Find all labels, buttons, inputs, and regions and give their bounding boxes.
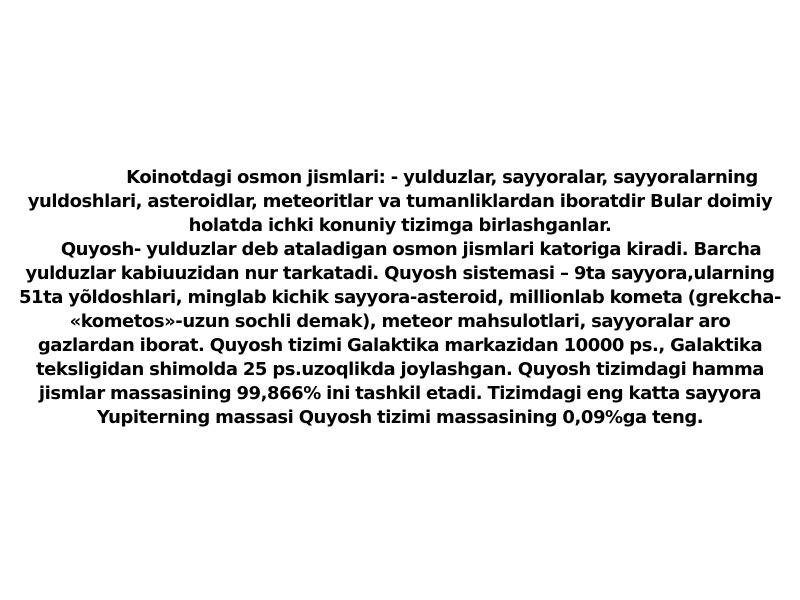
text-line: yulduzlar kabiuuzidan nur tarkatadi. Quyosh sistemasi – 9ta sayyora,ularning xyxy=(25,263,775,284)
text-line: holatda ichki konuniy tizimga birlashganlar. xyxy=(188,215,612,236)
text-line: teksligidan shimolda 25 ps.uzoqlikda joylashgan. Quyosh tizimdagi hamma xyxy=(36,359,764,380)
text-line: Quyosh- yulduzlar deb ataladigan osmon jismlari katoriga kiradi. Barcha xyxy=(60,239,762,260)
text-line: yuldoshlari, asteroidlar, meteoritlar va tumanliklardan iboratdir Bular doimiy xyxy=(27,191,773,212)
text-line: Koinotdagi osmon jismlari: - yulduzlar, sayyoralar, sayyoralarning xyxy=(126,167,758,188)
text-line: «kometos»-uzun sochli demak), meteor mahsulotlari, sayyoralar aro xyxy=(69,311,731,332)
text-line: gazlardan iborat. Quyosh tizimi Galaktika markazidan 10000 ps., Galaktika xyxy=(37,335,763,356)
text-line: Yupiterning massasi Quyosh tizimi massasining 0,09%ga teng. xyxy=(96,407,704,428)
text-line: jismlar massasining 99,866% ini tashkil etadi. Tizimdagi eng katta sayyora xyxy=(38,383,762,404)
text-line: 51ta yõldoshlari, minglab kichik sayyora-asteroid, millionlab kometa (grekcha- xyxy=(18,287,781,308)
text-block xyxy=(0,166,800,430)
